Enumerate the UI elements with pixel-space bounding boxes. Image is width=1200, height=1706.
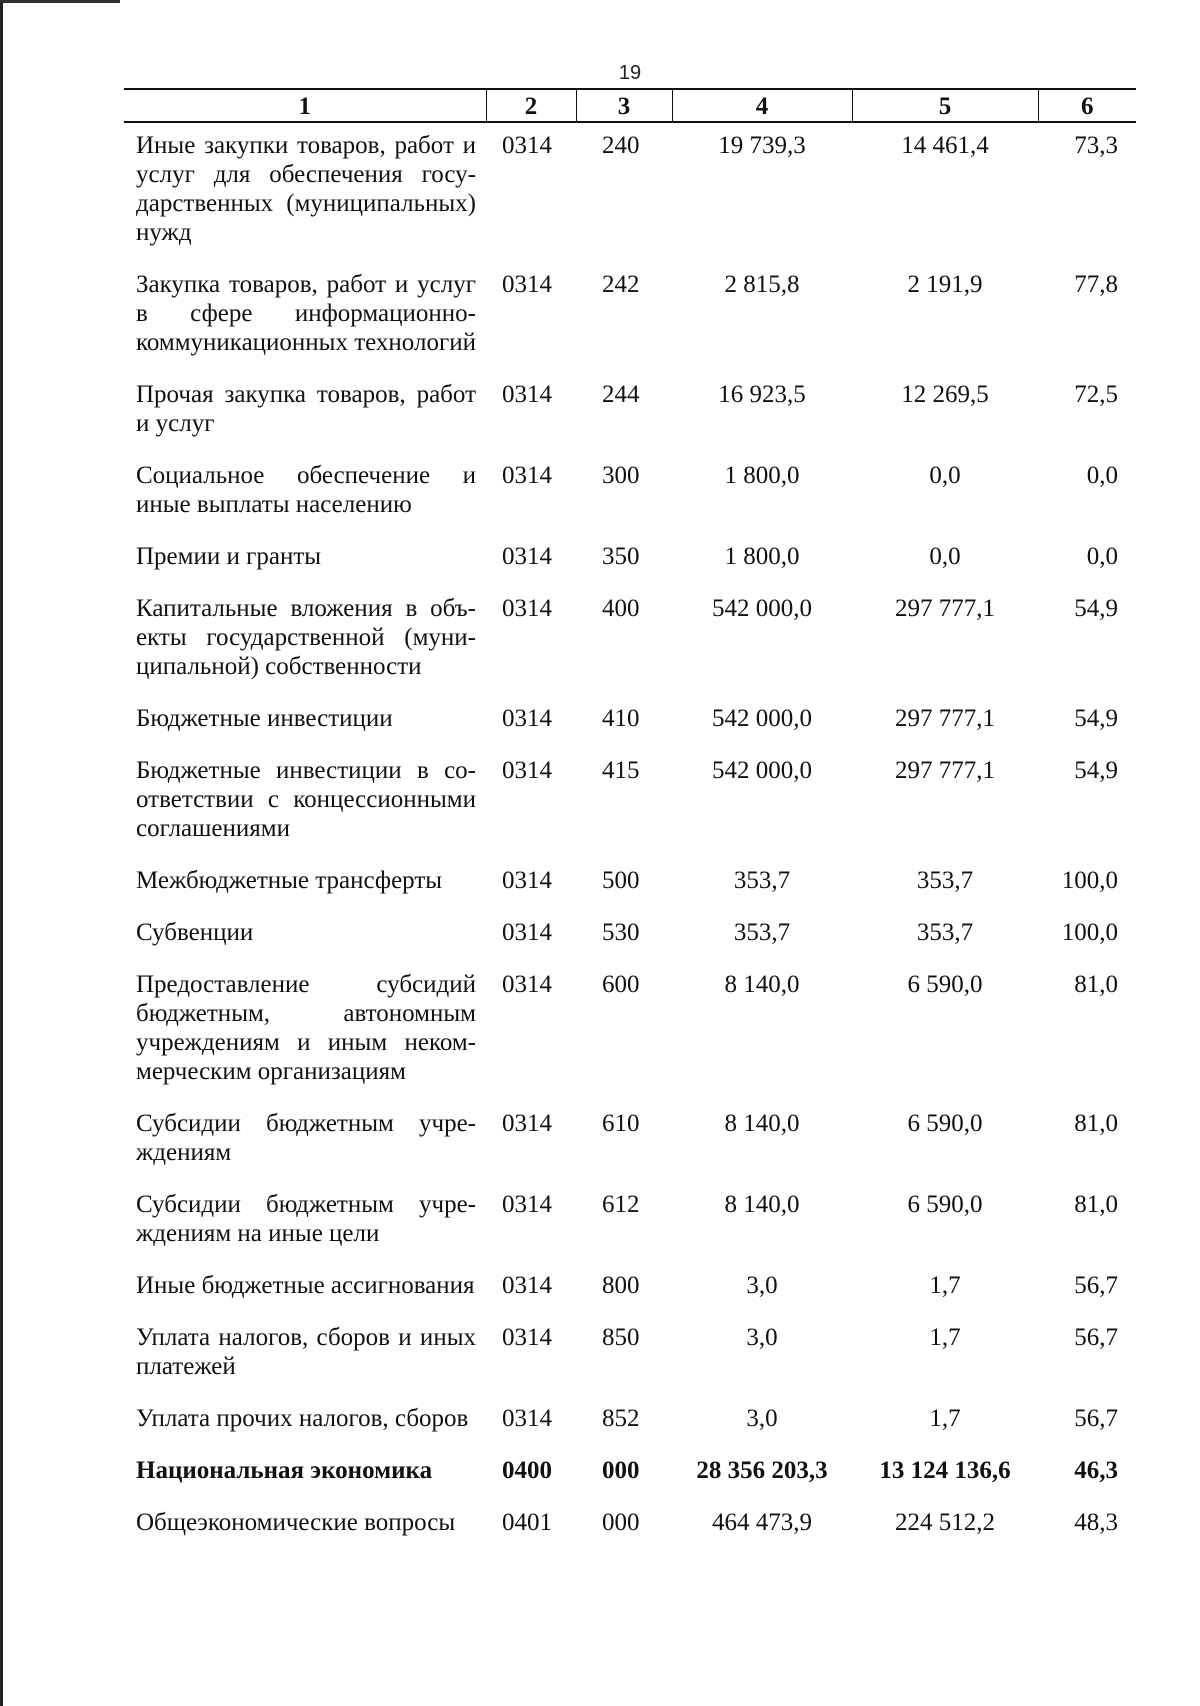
row-plan-cell: 3,0: [746, 1324, 778, 1351]
row-name-cell: Уплата прочих налогов, сборов: [136, 1405, 469, 1432]
row-plan-cell: 8 140,0: [724, 971, 800, 998]
row-section-cell: 0314: [502, 971, 552, 998]
row-section-cell: 0314: [502, 919, 552, 946]
row-section-cell: 0314: [502, 595, 552, 622]
row-section-cell: 0314: [502, 1405, 552, 1432]
row-section-cell: 0314: [502, 705, 552, 732]
row-plan-cell: 464 473,9: [712, 1509, 812, 1536]
table-body: [124, 122, 1136, 1552]
table-row: [124, 1396, 1136, 1448]
row-fact-cell: 297 777,1: [895, 705, 995, 732]
row-name-cell: Уплата налогов, сборов и иных платежей: [136, 1324, 476, 1380]
row-fact-cell: 6 590,0: [907, 1110, 983, 1137]
page-number: 19: [618, 62, 642, 84]
row-section-cell: 0314: [502, 1191, 552, 1218]
row-section-cell: 0314: [502, 132, 552, 159]
row-plan-cell: 8 140,0: [724, 1191, 800, 1218]
row-code-cell: 600: [602, 971, 640, 998]
row-code-cell: 800: [602, 1272, 640, 1299]
table-row: [124, 1182, 1136, 1263]
row-section-cell: 0314: [502, 867, 552, 894]
table-row: [124, 372, 1136, 453]
table-row: [124, 534, 1136, 586]
row-code-cell: 852: [602, 1405, 640, 1432]
row-percent-cell: 46,3: [1074, 1457, 1118, 1484]
table-row: [124, 1263, 1136, 1315]
row-name-cell: Субвенции: [136, 919, 254, 946]
row-name-cell: Субсидии бюджетным учреждениям на иные цели: [136, 1191, 476, 1247]
row-fact-cell: 1,7: [929, 1272, 961, 1299]
row-fact-cell: 12 269,5: [901, 381, 989, 408]
row-section-cell: 0314: [502, 1324, 552, 1351]
row-fact-cell: 1,7: [929, 1405, 961, 1432]
row-fact-cell: 0,0: [929, 462, 961, 489]
budget-table: [124, 88, 1136, 1552]
table-row: [124, 696, 1136, 748]
row-name-cell: Предоставление субсидий бюджетным, автономным учреждениям и иным некоммерческим организациям: [136, 971, 476, 1085]
row-percent-cell: 54,9: [1074, 705, 1118, 732]
row-plan-cell: 353,7: [733, 919, 791, 946]
row-plan-cell: 8 140,0: [724, 1110, 800, 1137]
row-plan-cell: 3,0: [746, 1272, 778, 1299]
row-section-cell: 0400: [502, 1457, 552, 1484]
row-percent-cell: 0,0: [1086, 462, 1118, 489]
row-plan-cell: 1 800,0: [724, 462, 800, 489]
row-percent-cell: 73,3: [1074, 132, 1118, 159]
table-row: [124, 453, 1136, 534]
row-percent-cell: 72,5: [1074, 381, 1118, 408]
row-name-cell: Бюджетные инвестиции в соответствии с концессионными соглашениями: [136, 757, 476, 842]
row-code-cell: 530: [602, 919, 640, 946]
table-row: [124, 910, 1136, 962]
row-code-cell: 240: [602, 132, 640, 159]
row-fact-cell: 224 512,2: [895, 1509, 995, 1536]
row-code-cell: 500: [602, 867, 640, 894]
table-row: [124, 748, 1136, 858]
table-row: [124, 858, 1136, 910]
row-plan-cell: 542 000,0: [712, 757, 812, 784]
row-percent-cell: 48,3: [1074, 1509, 1118, 1536]
row-name-cell: Общеэкономические вопросы: [136, 1509, 456, 1536]
row-section-cell: 0314: [502, 462, 552, 489]
row-name-cell: Капитальные вложения в объекты государственной (муниципальной) собственности: [136, 595, 476, 680]
table-row: [124, 1500, 1136, 1552]
row-name-cell: Национальная экономика: [136, 1457, 433, 1484]
row-plan-cell: 2 815,8: [724, 271, 800, 298]
row-section-cell: 0314: [502, 757, 552, 784]
row-percent-cell: 0,0: [1086, 543, 1118, 570]
row-section-cell: 0314: [502, 543, 552, 570]
row-fact-cell: 1,7: [929, 1324, 961, 1351]
row-code-cell: 350: [602, 543, 640, 570]
row-fact-cell: 6 590,0: [907, 971, 983, 998]
row-name-cell: Субсидии бюджетным учреждениям: [136, 1110, 476, 1166]
row-plan-cell: 542 000,0: [712, 705, 812, 732]
row-code-cell: 850: [602, 1324, 640, 1351]
row-section-cell: 0401: [502, 1509, 552, 1536]
row-percent-cell: 81,0: [1074, 1191, 1118, 1218]
row-code-cell: 612: [602, 1191, 640, 1218]
row-percent-cell: 81,0: [1074, 1110, 1118, 1137]
scan-edge-left: [0, 0, 3, 1706]
column-header-6: 6: [1038, 89, 1136, 122]
row-section-cell: 0314: [502, 1110, 552, 1137]
table-row: [124, 1448, 1136, 1500]
row-code-cell: 410: [602, 705, 640, 732]
row-code-cell: 300: [602, 462, 640, 489]
row-section-cell: 0314: [502, 381, 552, 408]
row-percent-cell: 77,8: [1074, 271, 1118, 298]
row-fact-cell: 14 461,4: [901, 132, 989, 159]
row-name-cell: Иные закупки товаров, работ и услуг для обеспечения государственных (муниципальных) нужд: [136, 132, 476, 246]
row-code-cell: 244: [602, 381, 640, 408]
row-fact-cell: 0,0: [929, 543, 961, 570]
row-percent-cell: 56,7: [1074, 1272, 1118, 1299]
column-header-4: 4: [672, 89, 852, 122]
column-header-2: 2: [486, 89, 576, 122]
row-percent-cell: 56,7: [1074, 1405, 1118, 1432]
row-plan-cell: 19 739,3: [718, 132, 806, 159]
row-code-cell: 242: [602, 271, 640, 298]
row-fact-cell: 2 191,9: [907, 271, 983, 298]
row-fact-cell: 353,7: [916, 867, 974, 894]
row-code-cell: 000: [602, 1457, 640, 1484]
column-header-1: 1: [124, 89, 486, 122]
table-row: [124, 1315, 1136, 1396]
row-name-cell: Иные бюджетные ассигнования: [136, 1272, 475, 1299]
column-header-3: 3: [576, 89, 672, 122]
row-percent-cell: 56,7: [1074, 1324, 1118, 1351]
row-fact-cell: 13 124 136,6: [879, 1457, 1011, 1484]
row-code-cell: 415: [602, 757, 640, 784]
row-name-cell: Закупка товаров, работ и услуг в сфере информационно-коммуникационных технологий: [136, 271, 476, 356]
column-header-5: 5: [852, 89, 1038, 122]
row-plan-cell: 1 800,0: [724, 543, 800, 570]
table-row: [124, 962, 1136, 1101]
row-percent-cell: 54,9: [1074, 757, 1118, 784]
row-plan-cell: 3,0: [746, 1405, 778, 1432]
row-plan-cell: 353,7: [733, 867, 791, 894]
row-name-cell: Бюджетные инвестиции: [136, 705, 393, 732]
row-percent-cell: 100,0: [1061, 867, 1118, 894]
table-header: [124, 89, 1136, 122]
table-row: [124, 1101, 1136, 1182]
row-fact-cell: 297 777,1: [895, 595, 995, 622]
table-row: [124, 262, 1136, 372]
row-fact-cell: 353,7: [916, 919, 974, 946]
row-percent-cell: 100,0: [1061, 919, 1118, 946]
table-row: [124, 122, 1136, 262]
row-name-cell: Межбюджетные трансферты: [136, 867, 443, 894]
row-section-cell: 0314: [502, 271, 552, 298]
table-row: [124, 586, 1136, 696]
row-percent-cell: 54,9: [1074, 595, 1118, 622]
row-name-cell: Премии и гранты: [136, 543, 322, 570]
row-plan-cell: 542 000,0: [712, 595, 812, 622]
row-name-cell: Социальное обеспечение и иные выплаты населению: [136, 462, 476, 518]
scan-edge-top: [0, 0, 120, 3]
header-row: [124, 89, 1136, 122]
row-code-cell: 610: [602, 1110, 640, 1137]
row-code-cell: 400: [602, 595, 640, 622]
row-section-cell: 0314: [502, 1272, 552, 1299]
row-percent-cell: 81,0: [1074, 971, 1118, 998]
row-code-cell: 000: [602, 1509, 640, 1536]
budget-table-container: [124, 88, 1136, 1552]
row-plan-cell: 28 356 203,3: [696, 1457, 828, 1484]
row-fact-cell: 6 590,0: [907, 1191, 983, 1218]
row-name-cell: Прочая закупка товаров, работ и услуг: [136, 381, 476, 437]
row-plan-cell: 16 923,5: [718, 381, 806, 408]
row-fact-cell: 297 777,1: [895, 757, 995, 784]
